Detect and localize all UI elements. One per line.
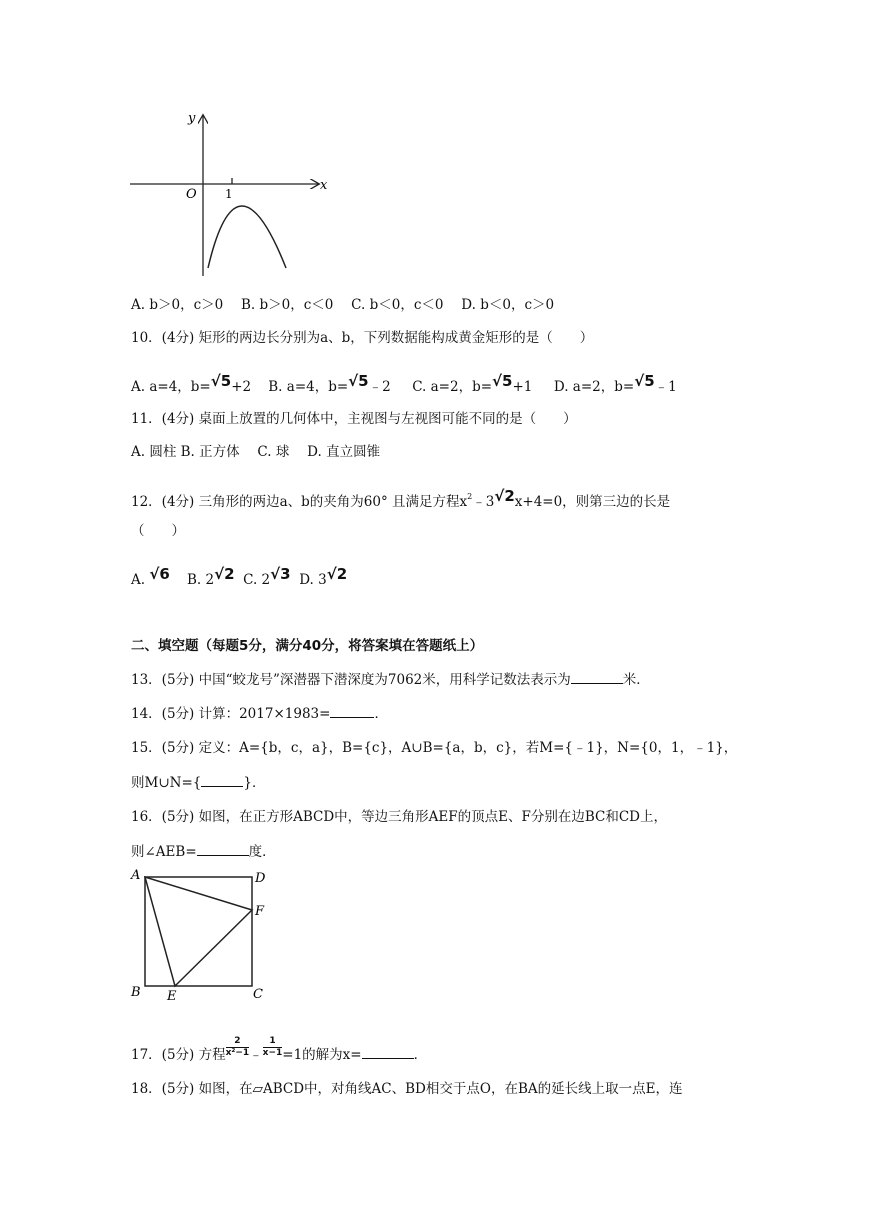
q12-option-c: C. 2√3 (243, 565, 291, 588)
q17-fraction-2: $\frac{1}{x-1}$ (262, 1036, 283, 1058)
q15-answer-blank[interactable] (201, 772, 243, 787)
q17-fraction-1: $\frac{2}{\text{x²−1}}$ (225, 1036, 250, 1058)
y-axis-label: y (188, 111, 196, 126)
q13: 13．(5分) 中国“蛟龙号”深潜器下潜深度为7062米，用科学记数法表示为 米． (131, 669, 650, 689)
q10-option-a: A. a=4，b=√5+2 (131, 372, 252, 395)
q12-stem: 12．(4分) 三角形的两边a、b的夹角为60° 且满足方程$x^2﹣3√2x+4=0$，则第三边的长是 (131, 487, 671, 510)
q16-line2: 则∠AEB= 度． (131, 841, 276, 861)
origin-label: O (186, 187, 197, 202)
q14: 14．(5分) 计算：2017×1983= ． (131, 703, 388, 723)
label-b: B (131, 985, 141, 1000)
x-axis-label: x (320, 178, 328, 193)
triangle-aef (145, 877, 252, 986)
q12-option-b: B. 2√2 (186, 565, 235, 588)
label-c: C (253, 987, 263, 1002)
q12-paren: （ ） (131, 523, 185, 539)
q18-stem: 18．(5分) 如图，在▱ABCD中，对角线AC、BD相交于点O，在BA的延长线上取一点E，连 (131, 1081, 683, 1097)
q10-option-d: D. a=2，b=√5﹣1 (553, 372, 677, 395)
label-a: A (131, 868, 141, 883)
q10-stem: 10．(4分) 矩形的两边长分别为a、b，下列数据能构成黄金矩形的是（ ） (131, 330, 594, 346)
q10-options (131, 372, 677, 396)
q16-stem: 16．(5分) 如图，在正方形ABCD中，等边三角形AEF的顶点E、F分别在边BC和CD上， (131, 809, 668, 825)
label-d: D (255, 871, 266, 886)
q17-answer-blank[interactable] (362, 1044, 414, 1059)
q12-option-d: D. 3√2 (299, 565, 348, 588)
label-f: F (255, 904, 265, 919)
q11-options: A. 圆柱 B. 正方体 C. 球 D. 直立圆锥 (131, 444, 381, 460)
q10-option-b: B. a=4，b=√5﹣2 (268, 372, 391, 395)
square-figure (125, 864, 275, 1006)
label-e: E (167, 989, 177, 1004)
q15-line2: 则M∪N={ }． (131, 772, 265, 792)
tick-label: 1 (225, 187, 233, 201)
q12-options (131, 565, 348, 589)
parabola-graph (120, 100, 340, 285)
q13-answer-blank[interactable] (571, 669, 623, 684)
q11-stem: 11．(4分) 桌面上放置的几何体中，主视图与左视图可能不同的是（ ） (131, 411, 577, 427)
section2-title: 二、填空题（每题5分，满分40分，将答案填在答题纸上） (131, 638, 484, 654)
q15-stem: 15．(5分) 定义：A={b，c，a}，B={c}，A∪B={a，b，c}，若M={﹣1}，N={0，1，﹣1}， (131, 740, 738, 756)
q16-answer-blank[interactable] (197, 841, 249, 856)
parabola-curve (208, 206, 286, 268)
q12-option-a: A. √6 (131, 565, 170, 588)
q10-option-c: C. a=2，b=√5+1 (412, 372, 533, 395)
q9-options: A. b＞0，c＞0 B. b＞0，c＜0 C. b＜0，c＜0 D. b＜0，c＞0 (131, 297, 555, 313)
q14-answer-blank[interactable] (330, 703, 374, 718)
q17: 17．(5分) 方程 $\frac{2}{\text{x²−1}}$ ﹣ $\frac{1}{x-1}$ =1的解为x= ． (131, 1036, 428, 1063)
